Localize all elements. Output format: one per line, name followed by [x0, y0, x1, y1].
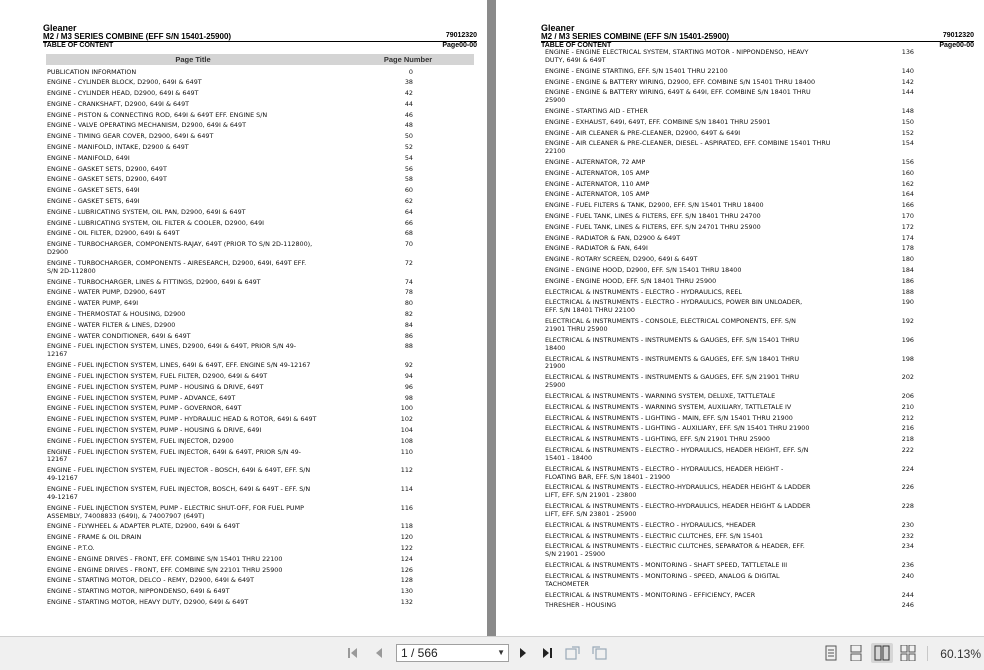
toc-row-title: ENGINE - FUEL INJECTION SYSTEM, LINES, 649I & 649T, EFF. ENGINE S/N 49-12167 [47, 361, 311, 370]
toc-row[interactable] [545, 140, 914, 159]
toc-row-page: 156 [901, 158, 914, 167]
table-header [46, 54, 474, 65]
toc-row-title: ELECTRICAL & INSTRUMENTS - ELECTRO - HYDRAULICS, *HEADER [545, 520, 756, 529]
toc-row-title: ELECTRICAL & INSTRUMENTS - WARNING SYSTEM, DELUXE, TATTLETALE [545, 391, 776, 400]
toc-row[interactable] [545, 337, 914, 356]
toc-row-title: ENGINE - CYLINDER HEAD, D2900, 649I & 649T [47, 89, 199, 98]
toc-row-page: 68 [404, 229, 413, 238]
toc-row-page: 112 [400, 466, 413, 475]
toc-row[interactable] [545, 356, 914, 375]
toc-row-title: ELECTRICAL & INSTRUMENTS - MONITORING - SHAFT SPEED, TATTLETALE III [545, 561, 788, 570]
toc-row-title: ELECTRICAL & INSTRUMENTS - INSTRUMENTS & GAUGES, EFF. S/N 18401 THRU 21900 [545, 354, 799, 371]
toc-row-page: 108 [400, 436, 413, 445]
toc-row[interactable] [47, 241, 413, 260]
toc-row-title: ELECTRICAL & INSTRUMENTS - ELECTRIC CLUTCHES, SEPARATOR & HEADER, EFF. S/N 21901 - 25900 [545, 542, 805, 559]
toc-row-page: 100 [400, 404, 413, 413]
toc-row-page: 44 [404, 99, 413, 108]
toc-row-title: ELECTRICAL & INSTRUMENTS - CONSOLE, ELECTRICAL COMPONENTS, EFF. S/N 21901 THRU 25900 [545, 317, 796, 334]
toc-row-page: 148 [901, 107, 914, 115]
toc-row-page: 118 [400, 522, 413, 531]
toc-row-title: ENGINE - GASKET SETS, 649I [47, 186, 140, 195]
toc-row-title: ENGINE - WATER PUMP, D2900, 649T [47, 288, 166, 297]
toc-row-page: 228 [901, 502, 914, 511]
first-page-icon[interactable] [344, 643, 362, 663]
toc-row-page: 186 [901, 276, 914, 285]
toc-row-page: 166 [901, 201, 914, 210]
toc-row-title: ENGINE - AIR CLEANER & PRE-CLEANER, D2900, 649T & 649I [545, 128, 741, 137]
toc-row-page: 188 [901, 287, 914, 296]
toc-row-page: 180 [901, 255, 914, 264]
toc-row-title: ENGINE - FUEL INJECTION SYSTEM, PUMP - ELECTRIC SHUT-OFF, FOR FUEL PUMP ASSEMBLY, 74008833 (649I), & 74007907 (649T) [47, 503, 304, 520]
toc-list-right [545, 49, 914, 613]
two-page-icon[interactable] [871, 643, 893, 663]
toc-row-page: 172 [901, 222, 914, 231]
toc-row-title: ENGINE - TURBOCHARGER, COMPONENTS-RAJAY, 649T (PRIOR TO S/N 2D-112800), D2900 [47, 240, 313, 257]
toc-row[interactable] [545, 374, 914, 393]
toc-row-title: ENGINE - ALTERNATOR, 110 AMP [545, 179, 650, 188]
toc-row-page: 74 [404, 277, 413, 286]
toc-row-page: 98 [404, 393, 413, 402]
toc-row-page: 114 [400, 484, 413, 493]
toc-row[interactable] [545, 68, 914, 79]
toc-row-page: 222 [901, 445, 914, 454]
toc-row-page: 94 [404, 371, 413, 380]
toc-row-title: ENGINE - FUEL INJECTION SYSTEM, PUMP - HOUSING & DRIVE, 649I [47, 425, 262, 434]
toc-row-title: ENGINE - RADIATOR & FAN, D2900 & 649T [545, 233, 681, 242]
toc-row-title: ENGINE - STARTING AID - ETHER [545, 107, 648, 115]
toc-row-title: ELECTRICAL & INSTRUMENTS - MONITORING - EFFICIENCY, PACER [545, 590, 756, 599]
toc-row[interactable] [545, 447, 914, 466]
toc-row-page: 48 [404, 121, 413, 130]
toc-row-page: 198 [901, 354, 914, 363]
toc-row-page: 190 [901, 298, 914, 307]
toc-row[interactable] [47, 260, 413, 279]
last-page-icon[interactable] [538, 643, 558, 663]
toc-row[interactable] [47, 343, 413, 362]
series-title: M2 / M3 SERIES COMBINE (EFF S/N 15401-25900) [541, 32, 730, 41]
toc-row-title: ELECTRICAL & INSTRUMENTS - WARNING SYSTEM, AUXILIARY, TATTLETALE IV [545, 402, 792, 411]
toc-row-page: 96 [404, 382, 413, 391]
toc-row-page: 64 [404, 207, 413, 216]
toc-row-title: ENGINE - WATER PUMP, 649I [47, 299, 139, 308]
toc-row-title: ENGINE - MANIFOLD, INTAKE, D2900 & 649T [47, 143, 189, 152]
toc-row-page: 218 [901, 435, 914, 444]
toc-row-title: ENGINE - FRAME & OIL DRAIN [47, 533, 142, 542]
toc-title: TABLE OF CONTENT [541, 42, 612, 49]
toc-row[interactable] [545, 119, 914, 130]
zoom-level[interactable]: 60.13% [940, 647, 981, 661]
toc-row-title: ELECTRICAL & INSTRUMENTS - ELECTRO - HYDRAULICS, POWER BIN UNLOADER, EFF. S/N 18401 THRU 22100 [545, 298, 803, 315]
toc-row-title: ELECTRICAL & INSTRUMENTS - ELECTRO - HYDRAULICS, HEADER HEIGHT, EFF. S/N 15401 - 18400 [545, 445, 809, 462]
toc-row-page: 144 [901, 88, 914, 97]
toc-row-page: 84 [404, 320, 413, 329]
toc-row[interactable] [545, 49, 914, 68]
toc-row-title: ENGINE - MANIFOLD, 649I [47, 153, 130, 162]
toc-row-title: ELECTRICAL & INSTRUMENTS - ELECTRO-HYDRAULICS, HEADER HEIGHT & LADDER LIFT, EFF. S/N 23801 - 25900 [545, 502, 811, 518]
rotate-icon[interactable] [563, 643, 583, 663]
toc-row-title: ENGINE - FUEL INJECTION SYSTEM, FUEL FILTER, D2900, 649I & 649T [47, 371, 268, 380]
toc-row-title: ENGINE - ENGINE DRIVES - FRONT, EFF. COMBINE S/N 22101 THRU 25900 [47, 565, 283, 574]
toc-row-title: ENGINE - ENGINE DRIVES - FRONT, EFF. COMBINE S/N 15401 THRU 22100 [47, 554, 283, 563]
prev-page-icon[interactable] [370, 643, 388, 663]
rotate-icon-2[interactable] [589, 643, 609, 663]
toc-row[interactable] [545, 404, 914, 415]
toc-row-title: ENGINE - ENGINE HOOD, D2900, EFF. S/N 15401 THRU 18400 [545, 266, 742, 275]
toc-row[interactable] [545, 484, 914, 503]
toc-row-title: ENGINE - ENGINE & BATTERY WIRING, D2900, EFF. COMBINE S/N 15401 THRU 18400 [545, 77, 816, 86]
toc-row-title: ENGINE - STARTING MOTOR, NIPPONDENSO, 649I & 649T [47, 587, 230, 596]
toc-row-page: 66 [404, 218, 413, 227]
toc-row-page: 52 [404, 143, 413, 152]
toc-row-title: ENGINE - TURBOCHARGER, LINES & FITTINGS, D2900, 649I & 649T [47, 277, 261, 286]
toc-row-page: 212 [901, 413, 914, 422]
toc-row-title: ENGINE - TIMING GEAR COVER, D2900, 649I & 649T [47, 132, 214, 141]
toc-row-title: ENGINE - THERMOSTAT & HOUSING, D2900 [47, 310, 186, 319]
toc-row-page: 142 [901, 77, 914, 86]
toc-row[interactable] [47, 505, 413, 524]
toc-row-page: 62 [404, 197, 413, 206]
toc-row-title: ELECTRICAL & INSTRUMENTS - LIGHTING, EFF. S/N 21901 THRU 25900 [545, 435, 770, 444]
toc-row-page: 206 [901, 391, 914, 400]
single-page-icon[interactable] [822, 643, 840, 663]
toc-row-title: ELECTRICAL & INSTRUMENTS - INSTRUMENTS & GAUGES, EFF. S/N 15401 THRU 18400 [545, 335, 799, 352]
doc-number: 79012320 [445, 32, 477, 39]
toc-row-page: 210 [901, 402, 914, 411]
toc-row[interactable] [545, 573, 914, 592]
toc-list-left [47, 69, 413, 610]
toc-row[interactable] [545, 503, 914, 522]
toc-row-title: ENGINE - CRANKSHAFT, D2900, 649I & 649T [47, 99, 190, 108]
toc-row-page: 128 [400, 576, 413, 585]
toc-row-page: 140 [901, 66, 914, 75]
toc-row-title: ELECTRICAL & INSTRUMENTS - ELECTRO - HYDRAULICS, REEL [545, 287, 742, 296]
toc-row-page: 46 [404, 110, 413, 119]
continuous-icon[interactable] [847, 643, 865, 663]
toc-row-title: ENGINE - PISTON & CONNECTING ROD, 649I & 649T EFF. ENGINE S/N [47, 110, 268, 119]
toc-row[interactable] [545, 89, 914, 108]
page-header [496, 0, 984, 50]
toc-row-title: ENGINE - FUEL TANK, LINES & FILTERS, EFF. S/N 18401 THRU 24700 [545, 212, 761, 221]
toc-row-page: 104 [400, 425, 413, 434]
toc-row-title: ENGINE - FUEL INJECTION SYSTEM, LINES, D2900, 649I & 649T, PRIOR S/N 49- 12167 [47, 342, 297, 359]
toc-row-title: ENGINE - FUEL INJECTION SYSTEM, PUMP - HYDRAULIC HEAD & ROTOR, 649I & 649T [47, 415, 317, 424]
toc-row-title: ENGINE - CYLINDER BLOCK, D2900, 649I & 649T [47, 78, 202, 87]
toc-row-title: ENGINE - VALVE OPERATING MECHANISM, D2900, 649I & 649T [47, 121, 246, 130]
brand-name: Gleaner [43, 23, 77, 33]
toc-row-title: ENGINE - WATER CONDITIONER, 649I & 649T [47, 331, 191, 340]
toc-row[interactable] [545, 522, 914, 533]
column-header-title: Page Title [175, 55, 211, 64]
toc-row-title: ENGINE - LUBRICATING SYSTEM, OIL PAN, D2900, 649I & 649T [47, 207, 246, 216]
toc-row-title: ENGINE - WATER FILTER & LINES, D2900 [47, 320, 176, 329]
toc-row-page: 126 [400, 565, 413, 574]
toc-row-title: ENGINE - LUBRICATING SYSTEM, OIL FILTER & COOLER, D2900, 649I [47, 218, 265, 227]
toc-title: TABLE OF CONTENT [43, 42, 114, 49]
toc-row-title: ENGINE - GASKET SETS, D2900, 649T [47, 175, 167, 184]
toc-row-page: 196 [901, 335, 914, 344]
toc-row-title: ENGINE - ENGINE ELECTRICAL SYSTEM, STARTING MOTOR - NIPPONDENSO, HEAVY DUTY, 649I & 649T [545, 48, 809, 64]
toc-row-page: 50 [404, 132, 413, 141]
toc-row-title: ELECTRICAL & INSTRUMENTS - MONITORING - SPEED, ANALOG & DIGITAL TACHOMETER [545, 571, 780, 588]
toc-row[interactable] [47, 438, 413, 449]
toc-row[interactable] [47, 534, 413, 545]
toc-row-title: ENGINE - FLYWHEEL & ADAPTER PLATE, D2900, 649I & 649T [47, 522, 240, 531]
toc-row-page: 164 [901, 190, 914, 199]
toc-row-page: 136 [901, 48, 914, 56]
toc-row-title: ENGINE - STARTING MOTOR, HEAVY DUTY, D2900, 649I & 649T [47, 597, 249, 606]
toc-row-page: 82 [404, 310, 413, 319]
brand-name: Gleaner [541, 23, 575, 33]
toc-row[interactable] [545, 466, 914, 485]
chevron-down-icon: ▼ [497, 648, 505, 657]
toc-row-title: ELECTRICAL & INSTRUMENTS - ELECTRO-HYDRAULICS, HEADER HEIGHT & LADDER LIFT, EFF. S/N 21901 - 23800 [545, 483, 811, 500]
toc-row-title: ENGINE - P.T.O. [47, 543, 95, 552]
toc-row-page: 244 [901, 590, 914, 599]
toc-row[interactable] [47, 384, 413, 395]
toc-row-page: 224 [901, 464, 914, 473]
page-header [0, 0, 487, 50]
toc-row-page: 72 [404, 258, 413, 267]
toc-row-page: 246 [901, 601, 914, 610]
toc-row-page: 38 [404, 78, 413, 87]
toc-row-page: 160 [901, 168, 914, 177]
toc-row-page: 192 [901, 317, 914, 326]
toc-row-title: ENGINE - OIL FILTER, D2900, 649I & 649T [47, 229, 180, 238]
toc-row-page: 130 [400, 587, 413, 596]
toc-row-page: 174 [901, 233, 914, 242]
toc-row-page: 154 [901, 139, 914, 148]
toc-row[interactable] [47, 556, 413, 567]
toc-row-page: 232 [901, 531, 914, 540]
toc-row-page: 58 [404, 175, 413, 184]
toc-row-title: ENGINE - RADIATOR & FAN, 649I [545, 244, 648, 253]
toc-row-title: THRESHER - HOUSING [545, 601, 617, 610]
toc-row-page: 116 [400, 503, 413, 512]
toc-row-title: ENGINE - ALTERNATOR, 105 AMP [545, 190, 650, 199]
toc-row-page: 132 [400, 597, 413, 606]
two-page-continuous-icon[interactable] [898, 643, 918, 663]
toc-row-page: 70 [404, 240, 413, 249]
toc-row-page: 202 [901, 373, 914, 382]
toc-row-page: 178 [901, 244, 914, 253]
toc-row-title: ENGINE - AIR CLEANER & PRE-CLEANER, DIESEL - ASPIRATED, EFF. COMBINE 15401 THRU 22100 [545, 139, 831, 156]
toc-row-page: 88 [404, 342, 413, 351]
next-page-icon[interactable] [514, 643, 532, 663]
toc-row-page: 230 [901, 520, 914, 529]
doc-number: 79012320 [942, 32, 974, 39]
toc-row-title: ENGINE - FUEL INJECTION SYSTEM, FUEL INJECTOR, BOSCH, 649I & 649T - EFF. S/N 49-12167 [47, 484, 311, 501]
toc-row-title: ELECTRICAL & INSTRUMENTS - LIGHTING - MAIN, EFF. S/N 15401 THRU 21900 [545, 413, 793, 422]
toc-row-page: 42 [404, 89, 413, 98]
toc-row-title: ENGINE - FUEL INJECTION SYSTEM, FUEL INJECTOR, D2900 [47, 436, 234, 445]
toc-row-page: 92 [404, 361, 413, 370]
page-id: Page00-00 [939, 42, 974, 49]
toc-row-title: ENGINE - ENGINE & BATTERY WIRING, 649T & 649I, EFF. COMBINE S/N 18401 THRU 25900 [545, 88, 811, 105]
toc-row-page: 56 [404, 164, 413, 173]
toc-row-title: ENGINE - FUEL INJECTION SYSTEM, PUMP - GOVERNOR, 649T [47, 404, 242, 413]
toc-row-page: 78 [404, 288, 413, 297]
toc-row-page: 216 [901, 424, 914, 433]
toc-row-page: 80 [404, 299, 413, 308]
toc-row[interactable] [545, 299, 914, 318]
toc-row-page: 150 [901, 117, 914, 126]
toc-row-page: 184 [901, 266, 914, 275]
toc-row-title: ENGINE - ALTERNATOR, 105 AMP [545, 168, 650, 177]
toc-row-title: ELECTRICAL & INSTRUMENTS - INSTRUMENTS & GAUGES, EFF. S/N 21901 THRU 25900 [545, 373, 799, 390]
toc-row[interactable] [47, 467, 413, 486]
toc-row-page: 86 [404, 331, 413, 340]
toc-row[interactable] [47, 486, 413, 505]
current-page-value: 1 / 566 [401, 646, 438, 660]
toc-row-page: 102 [400, 415, 413, 424]
toc-row-title: ELECTRICAL & INSTRUMENTS - LIGHTING - AUXILIARY, EFF. S/N 15401 THRU 21900 [545, 424, 810, 433]
page-number-select[interactable] [396, 644, 509, 662]
toc-row-page: 54 [404, 153, 413, 162]
toc-row-title: PUBLICATION INFORMATION [47, 67, 137, 76]
toc-row-title: ENGINE - ENGINE STARTING, EFF. S/N 15401 THRU 22100 [545, 66, 728, 75]
toc-row-page: 110 [400, 447, 413, 456]
toc-row-page: 124 [400, 554, 413, 563]
page-gap [487, 0, 496, 636]
toc-row-title: ENGINE - STARTING MOTOR, DELCO - REMY, D2900, 649I & 649T [47, 576, 255, 585]
toc-row-title: ENGINE - FUEL INJECTION SYSTEM, PUMP - ADVANCE, 649T [47, 393, 236, 402]
toc-row-page: 236 [901, 561, 914, 570]
toc-row-title: ENGINE - EXHAUST, 649I, 649T, EFF. COMBINE S/N 18401 THRU 25901 [545, 117, 771, 126]
toc-row-page: 0 [408, 67, 413, 76]
toc-row-page: 240 [901, 571, 914, 580]
toc-row-page: 226 [901, 483, 914, 492]
pdf-toolbar [0, 636, 984, 670]
toc-row-page: 234 [901, 542, 914, 551]
toc-row-title: ENGINE - FUEL FILTERS & TANK, D2900, EFF. S/N 15401 THRU 18400 [545, 201, 764, 210]
toc-row[interactable] [545, 602, 914, 613]
column-header-page: Page Number [383, 55, 433, 64]
toc-row-title: ELECTRICAL & INSTRUMENTS - ELECTRIC CLUTCHES, EFF. S/N 15401 [545, 531, 764, 540]
toc-row-title: ENGINE - ALTERNATOR, 72 AMP [545, 158, 646, 167]
toc-row-title: ENGINE - ENGINE HOOD, EFF. S/N 18401 THRU 25900 [545, 276, 717, 285]
toc-row[interactable] [545, 318, 914, 337]
toc-row-title: ENGINE - FUEL TANK, LINES & FILTERS, EFF. S/N 24701 THRU 25900 [545, 222, 761, 231]
toc-row-page: 122 [400, 543, 413, 552]
toc-row-page: 162 [901, 179, 914, 188]
toc-row-page: 170 [901, 212, 914, 221]
toc-row-title: ENGINE - ROTARY SCREEN, D2900, 649I & 649T [545, 255, 698, 264]
page-id: Page00-00 [442, 42, 477, 49]
toc-row[interactable] [545, 543, 914, 562]
toolbar-divider [927, 646, 928, 661]
toc-row-title: ENGINE - FUEL INJECTION SYSTEM, FUEL INJECTOR, 649I & 649T, PRIOR S/N 49- 12167 [47, 447, 301, 464]
toc-row-title: ENGINE - GASKET SETS, 649I [47, 197, 140, 206]
series-title: M2 / M3 SERIES COMBINE (EFF S/N 15401-25900) [43, 32, 232, 41]
toc-row-title: ENGINE - FUEL INJECTION SYSTEM, FUEL INJECTOR - BOSCH, 649I & 649T, EFF. S/N 49-12167 [47, 466, 311, 483]
toc-row-title: ENGINE - TURBOCHARGER, COMPONENTS - AIRESEARCH, D2900, 649I, 649T EFF. S/N 2D-112800 [47, 258, 307, 275]
toc-row-page: 120 [400, 533, 413, 542]
toc-row-page: 60 [404, 186, 413, 195]
toc-row-title: ENGINE - FUEL INJECTION SYSTEM, PUMP - HOUSING & DRIVE, 649T [47, 382, 264, 391]
toc-row[interactable] [47, 449, 413, 468]
toc-row-title: ENGINE - GASKET SETS, D2900, 649T [47, 164, 167, 173]
toc-row[interactable] [47, 599, 413, 610]
toc-row-page: 152 [901, 128, 914, 137]
toc-row-title: ELECTRICAL & INSTRUMENTS - ELECTRO - HYDRAULICS, HEADER HEIGHT - FLOATING BAR, EFF. S/N 18401 - 21900 [545, 464, 784, 481]
